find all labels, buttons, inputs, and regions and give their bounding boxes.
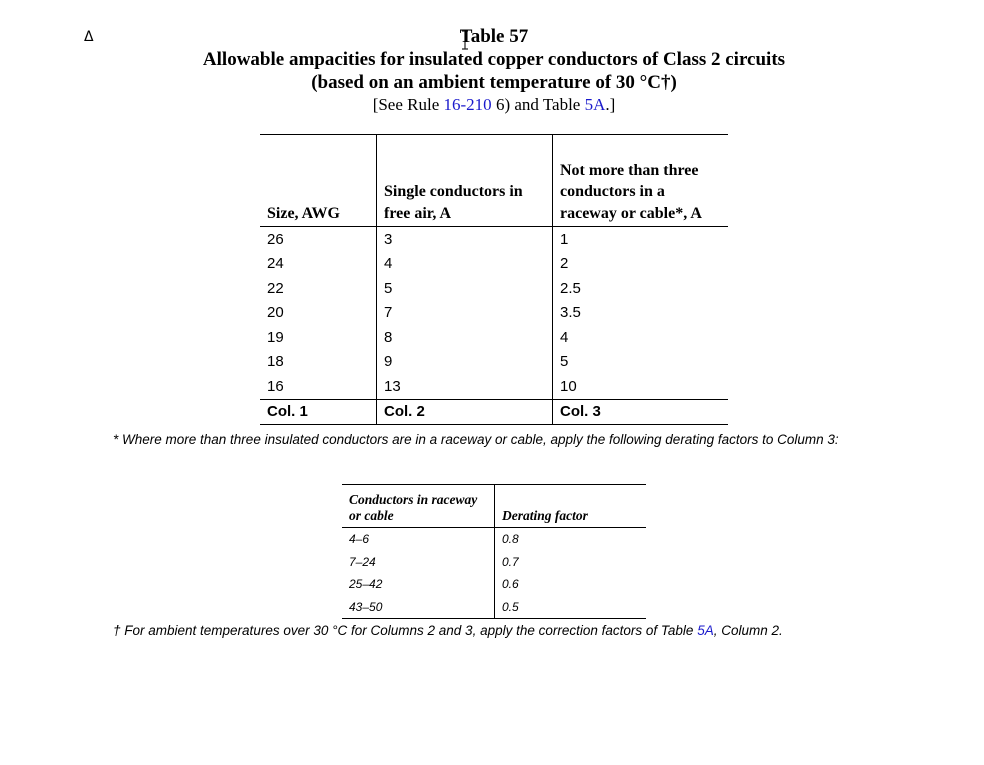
cell-size: 20 <box>267 304 284 322</box>
reference-prefix: [See Rule <box>372 95 444 114</box>
table-row <box>342 596 646 619</box>
cell-single: 4 <box>377 252 553 277</box>
table-row <box>342 573 646 596</box>
cell-size: 26 <box>267 230 284 248</box>
cell-three: 1 <box>553 227 729 252</box>
table-row <box>260 374 728 399</box>
cell-single: 8 <box>377 325 553 350</box>
table-title-line-1: Allowable ampacities for insulated copper conductors of Class 2 circuits <box>202 49 786 70</box>
header-row <box>260 135 728 227</box>
revision-delta-marker: Δ <box>84 29 94 45</box>
table-row <box>260 227 728 252</box>
table-row <box>260 252 728 277</box>
cell-factor: 0.8 <box>495 528 647 551</box>
derating-factor-table <box>342 484 646 619</box>
table-5a-link[interactable]: 5A <box>584 95 606 114</box>
derating-header-row <box>342 485 646 528</box>
cell-single: 5 <box>377 276 553 301</box>
table-row <box>260 350 728 375</box>
column-2-label: Col. 2 <box>377 399 553 424</box>
cell-three: 4 <box>553 325 729 350</box>
table-title-line-2: (based on an ambient temperature of 30 °C†) <box>311 72 677 93</box>
table-row <box>342 551 646 574</box>
header-single-conductors: Single conductors in free air, A <box>377 135 553 227</box>
cell-factor: 0.7 <box>495 551 647 574</box>
cell-conductor-range: 43–50 <box>342 596 495 619</box>
column-number-row <box>260 399 728 424</box>
cell-size: 22 <box>267 279 284 297</box>
reference-middle: 6) and Table <box>491 95 585 114</box>
header-three-conductors: Not more than three conductors in a raceway or cable*, A <box>553 135 729 227</box>
cell-conductor-range: 7–24 <box>349 554 376 569</box>
footnote-dagger <box>113 621 913 640</box>
footnote-dagger-suffix: , Column 2. <box>713 623 783 638</box>
footnote-dagger-text: † For ambient temperatures over 30 °C for Columns 2 and 3, apply the correction factors of Table <box>113 623 698 638</box>
cell-conductor-range: 4–6 <box>349 532 370 547</box>
header-derating-factor: Derating factor <box>495 485 647 528</box>
cell-single: 7 <box>377 301 553 326</box>
table-row <box>342 528 646 551</box>
cell-size: 19 <box>267 328 284 346</box>
cell-three: 10 <box>553 374 729 399</box>
cell-three: 5 <box>553 350 729 375</box>
column-1-label: Col. 1 <box>260 399 377 424</box>
rule-link[interactable]: 16-210 <box>443 95 492 114</box>
table-number: Table 57 <box>459 26 529 47</box>
table-reference <box>0 94 984 115</box>
cell-conductor-range: 25–42 <box>349 577 383 592</box>
table-title-block <box>0 25 984 115</box>
cell-three: 2.5 <box>553 276 729 301</box>
cell-size: 18 <box>267 353 284 371</box>
reference-suffix: .] <box>605 95 616 114</box>
cell-size: 16 <box>267 377 284 395</box>
footnote-asterisk: * Where more than three insulated conductors are in a raceway or cable, apply the following derating factors to Column 3: <box>113 432 839 447</box>
cell-single: 9 <box>377 350 553 375</box>
cell-factor: 0.6 <box>495 573 647 596</box>
table-row <box>260 276 728 301</box>
cell-size: 24 <box>267 255 284 273</box>
header-size-awg: Size, AWG <box>260 135 377 227</box>
cell-factor: 0.5 <box>495 596 647 619</box>
column-3-label: Col. 3 <box>553 399 729 424</box>
cell-three: 3.5 <box>553 301 729 326</box>
cell-single: 13 <box>377 374 553 399</box>
table-row <box>260 325 728 350</box>
cell-single: 3 <box>377 227 553 252</box>
ampacity-table <box>260 134 728 425</box>
header-conductors: Conductors in raceway or cable <box>342 485 495 528</box>
cell-three: 2 <box>553 252 729 277</box>
table-row <box>260 301 728 326</box>
table-5a-footnote-link[interactable]: 5A <box>697 623 714 638</box>
